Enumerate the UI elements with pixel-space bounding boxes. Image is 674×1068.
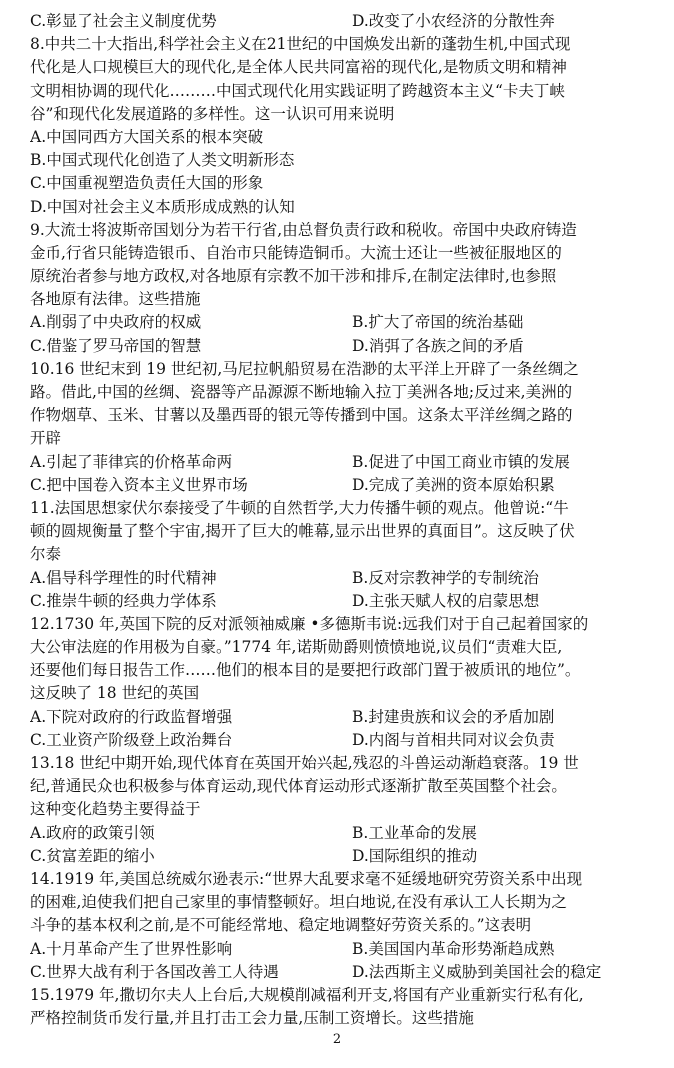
q11-options-ab (30, 567, 655, 590)
q12-option-d: D.内阁与首相共同对议会负责 (352, 730, 555, 749)
q14-stem-line: 14.1919 年,美国总统威尔逊表示:“世界大乱要求毫不延缓地研究劳资关系中出现 (30, 869, 583, 888)
q11-options-cd (30, 590, 655, 613)
q12-stem-line: 12.1730 年,英国下院的反对派领袖威廉 •多德斯韦说:远我们对于自己起着国家的 (30, 614, 589, 633)
q12-stem-line: 大公审法庭的作用极为自豪。”1774 年,诺斯勋爵则愤愤地说,议员们“责难大臣, (30, 638, 563, 657)
q15-stem-line: 严格控制货币发行量,并且打击工会力量,压制工资增长。这些措施 (30, 1009, 474, 1028)
q11-option-a: A.倡导科学理性的时代精神 (30, 568, 217, 587)
q9-stem-line: 金币,行省只能铸造银币、自治市只能铸造铜币。大流士还让一些被征服地区的 (30, 243, 562, 262)
q9-option-c: C.借鉴了罗马帝国的智慧 (30, 336, 202, 355)
q13-stem-line: 纪,普通民众也积极参与体育运动,现代体育运动形式逐渐扩散至英国整个社会。 (30, 777, 567, 796)
q13-options-ab (30, 822, 655, 845)
q14-stem-line: 的困难,迫使我们把自己家里的事情整顿好。坦白地说,在没有承认工人长期为之 (30, 893, 567, 912)
q8-stem-line: 8.中共二十大指出,科学社会主义在21世纪的中国焕发出新的蓬勃生机,中国式现 (30, 35, 571, 54)
question-13 (30, 752, 655, 868)
q7-option-d: D.改变了小农经济的分散性奔 (352, 12, 555, 30)
question-14 (30, 868, 655, 984)
q10-stem-line: 开辟 (30, 429, 62, 448)
q8-option-b: B.中国式现代化创造了人类文明新形态 (30, 151, 295, 170)
question-10 (30, 358, 655, 497)
q11-option-d: D.主张天赋人权的启蒙思想 (352, 591, 540, 610)
q9-options-cd (30, 335, 655, 358)
question-8 (30, 33, 655, 219)
q9-option-b: B.扩大了帝国的统治基础 (352, 313, 524, 332)
q9-stem-line: 原统治者参与地方政权,对各地原有宗教不加干涉和排斥,在制定法律时,也参照 (30, 267, 557, 286)
q10-option-c: C.把中国卷入资本主义世界市场 (30, 475, 248, 494)
q14-options-cd (30, 961, 655, 984)
q15-stem-line: 15.1979 年,撒切尔夫人上台后,大规模削减福利开支,将国有产业重新实行私有化, (30, 985, 584, 1004)
question-15 (30, 984, 655, 1030)
q14-option-c: C.世界大战有利于各国改善工人待遇 (30, 962, 279, 981)
q13-option-c: C.贫富差距的缩小 (30, 846, 155, 865)
q14-option-a: A.十月革命产生了世界性影响 (30, 939, 233, 958)
q7-options-cd (30, 10, 655, 33)
q9-options-ab (30, 311, 655, 334)
q12-option-b: B.封建贵族和议会的矛盾加剧 (352, 707, 555, 726)
q12-stem-line: 这反映了 18 世纪的英国 (30, 684, 200, 703)
q8-stem-line: 代化是人口规模巨大的现代化,是全体人民共同富裕的现代化,是物质文明和精神 (30, 58, 567, 77)
q11-option-b: B.反对宗教神学的专制统治 (352, 568, 539, 587)
q10-stem-line: 作物烟草、玉米、甘薯以及墨西哥的银元等传播到中国。这条太平洋丝绸之路的 (30, 406, 573, 425)
q9-stem-line: 9.大流士将波斯帝国划分为若干行省,由总督负责行政和税收。帝国中央政府铸造 (30, 220, 577, 239)
q14-options-ab (30, 938, 655, 961)
q10-option-d: D.完成了美洲的资本原始积累 (352, 475, 555, 494)
q13-option-a: A.政府的政策引领 (30, 823, 155, 842)
q11-stem-line: 11.法国思想家伏尔泰接受了牛顿的自然哲学,大力传播牛顿的观点。他曾说:“牛 (30, 498, 569, 517)
q11-option-c: C.推崇牛顿的经典力学体系 (30, 591, 217, 610)
question-9 (30, 219, 655, 358)
q8-option-c: C.中国重视塑造负责任大国的形象 (30, 174, 264, 193)
q13-stem-line: 13.18 世纪中期开始,现代体育在英国开始兴起,残忍的斗兽运动渐趋衰落。19 世 (30, 754, 579, 772)
q10-options-ab (30, 451, 655, 474)
q14-option-b: B.美国国内革命形势渐趋成熟 (352, 939, 555, 958)
q13-options-cd (30, 845, 655, 868)
q7-option-c: C.彰显了社会主义制度优势 (30, 12, 217, 30)
page-number: 2 (332, 1032, 342, 1047)
q10-option-b: B.促进了中国工商业市镇的发展 (352, 452, 570, 471)
q13-stem-line: 这种变化趋势主要得益于 (30, 800, 201, 819)
q8-option-a: A.中国同西方大国关系的根本突破 (30, 127, 264, 146)
q9-option-a: A.削弱了中央政府的权威 (30, 313, 202, 332)
q14-stem-line: 斗争的基本权利之前,是不可能经常地、稳定地调整好劳资关系的。”这表明 (30, 916, 532, 935)
q9-stem-line: 各地原有法律。这些措施 (30, 290, 201, 309)
q9-option-d: D.消弭了各族之间的矛盾 (352, 336, 524, 355)
q12-options-cd (30, 729, 655, 752)
q10-stem-line: 路。借此,中国的丝绸、瓷器等产品源源不断地输入拉丁美洲各地;反过来,美洲的 (30, 383, 573, 401)
question-12 (30, 613, 655, 752)
q12-stem-line: 还要他们每日报告工作……他们的根本目的是要把行政部门置于被质讯的地位”。 (30, 661, 581, 680)
q10-options-cd (30, 474, 655, 497)
q12-options-ab (30, 706, 655, 729)
q14-option-d: D.法西斯主义威胁到美国社会的稳定 (352, 962, 602, 981)
q8-stem-line: 谷”和现代化发展道路的多样性。这一认识可用来说明 (30, 104, 395, 123)
question-11 (30, 497, 655, 613)
q12-option-a: A.下院对政府的行政监督增强 (30, 707, 233, 726)
q13-option-b: B.工业革命的发展 (352, 823, 477, 842)
q8-stem-line: 文明相协调的现代化………中国式现代化用实践证明了跨越资本主义“卡夫丁峡 (30, 81, 565, 100)
q11-stem-line: 尔泰 (30, 545, 62, 564)
q11-stem-line: 顿的圆规衡量了整个宇宙,揭开了巨大的帷幕,显示出世界的真面目”。这反映了伏 (30, 522, 575, 541)
q10-option-a: A.引起了菲律宾的价格革命两 (30, 452, 233, 471)
q12-option-c: C.工业资产阶级登上政治舞台 (30, 730, 233, 749)
exam-page (30, 10, 655, 1030)
q10-stem-line: 10.16 世纪末到 19 世纪初,马尼拉帆船贸易在浩渺的太平洋上开辟了一条丝绸之 (30, 359, 579, 378)
q8-option-d: D.中国对社会主义本质形成成熟的认知 (30, 197, 295, 216)
q13-option-d: D.国际组织的推动 (352, 846, 478, 865)
